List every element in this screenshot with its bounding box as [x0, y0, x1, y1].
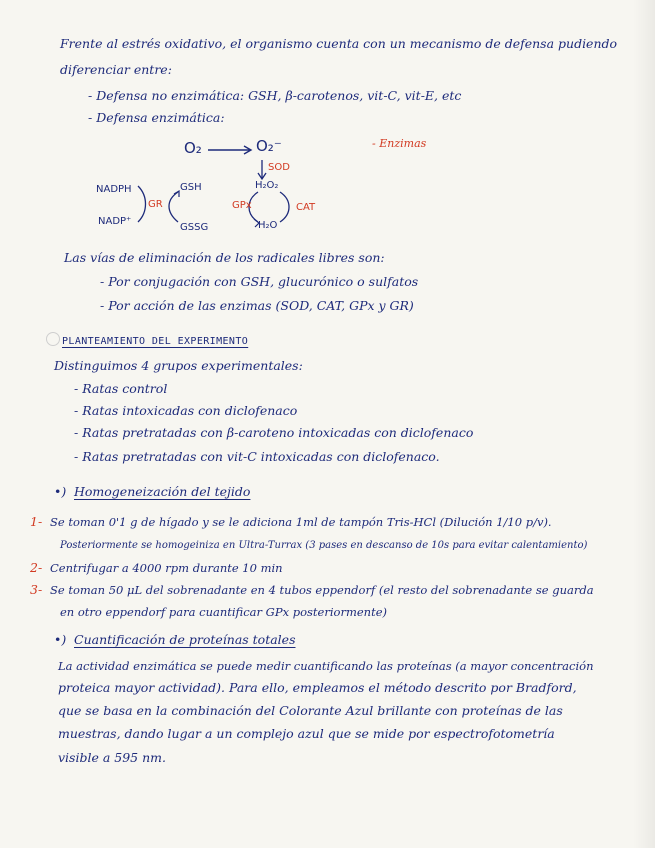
- h2o2-label: H₂O₂: [255, 180, 279, 191]
- gpx-label: GPx: [232, 200, 252, 211]
- superoxide-label: O₂⁻: [256, 137, 282, 155]
- grupo-4: - Ratas pretratadas con vit-C intoxicadas con diclofenaco.: [74, 449, 440, 464]
- nadp-label: NADP⁺: [98, 216, 132, 227]
- cuantificacion-bullet: •): [54, 632, 67, 647]
- vias-intro: Las vías de eliminación de los radicales libres son:: [64, 250, 385, 265]
- cuantificacion-line-3: que se basa en la combinación del Colorante Azul brillante con proteínas de las: [58, 703, 563, 718]
- grupos-intro: Distinguimos 4 grupos experimentales:: [54, 358, 303, 373]
- grupo-1: - Ratas control: [74, 381, 168, 396]
- gr-curve: [138, 186, 146, 222]
- enzimas-label: - Enzimas: [372, 137, 427, 150]
- arrowhead-gsh: [174, 191, 179, 197]
- step-3-number: 3-: [30, 582, 43, 597]
- step-2-number: 2-: [30, 560, 43, 575]
- step-2-line-1: Centrifugar a 4000 rpm durante 10 min: [50, 561, 283, 575]
- defensa-no-enzimatica: - Defensa no enzimática: GSH, β-carotenos, vit-C, vit-E, etc: [88, 88, 462, 103]
- grupo-3: - Ratas pretratadas con β-caroteno intoxicadas con diclofenaco: [74, 425, 474, 440]
- defensa-enzimatica: - Defensa enzimática:: [88, 110, 225, 125]
- homogeneizacion-heading: Homogeneización del tejido: [74, 484, 251, 499]
- step-1-number: 1-: [30, 514, 43, 529]
- gssg-label: GSSG: [180, 222, 209, 233]
- grupo-2: - Ratas intoxicadas con diclofenaco: [74, 403, 298, 418]
- step-3-line-1: Se toman 50 μL del sobrenadante en 4 tubos eppendorf (el resto del sobrenadante se guarda: [50, 583, 594, 597]
- nadph-label: NADPH: [96, 184, 132, 195]
- planteamiento-heading: PLANTEAMIENTO DEL EXPERIMENTO: [62, 336, 249, 347]
- step-3-line-2: en otro eppendorf para cuantificar GPx posteriormente): [60, 605, 387, 619]
- cat-label: CAT: [296, 202, 316, 213]
- cuantificacion-line-4: muestras, dando lugar a un complejo azul que se mide por espectrofotometría: [58, 726, 555, 741]
- step-1-line-2: Posteriormente se homogeiniza en Ultra-Turrax (3 pases en descanso de 10s para evitar calentamiento): [60, 540, 588, 551]
- vias-conjugacion: - Por conjugación con GSH, glucurónico o sulfatos: [100, 274, 419, 289]
- sod-label: SOD: [268, 162, 290, 173]
- cat-curve: [280, 192, 289, 222]
- gsh-label: GSH: [180, 182, 202, 193]
- cuantificacion-line-1: La actividad enzimática se puede medir cuantificando las proteínas (a mayor concentración: [58, 659, 594, 673]
- cuantificacion-line-5: visible a 595 nm.: [58, 750, 166, 765]
- gr-label: GR: [148, 199, 163, 210]
- step-1-line-1: Se toman 0'1 g de hígado y se le adiciona 1ml de tampón Tris-HCl (Dilución 1/10 p/v).: [50, 515, 552, 529]
- gsh-gssg-curve: [169, 192, 178, 222]
- cuantificacion-heading: Cuantificación de proteínas totales: [74, 632, 296, 647]
- cuantificacion-line-2: proteica mayor actividad). Para ello, empleamos el método descrito por Bradford,: [58, 680, 577, 695]
- intro-line-1: Frente al estrés oxidativo, el organismo cuenta con un mecanismo de defensa pudiendo: [60, 36, 618, 51]
- o2-label: O₂: [184, 139, 202, 157]
- homogeneizacion-bullet: •): [54, 484, 67, 499]
- intro-line-2: diferenciar entre:: [60, 62, 172, 77]
- h2o-label: H₂O: [258, 220, 278, 231]
- vias-enzimas: - Por acción de las enzimas (SOD, CAT, GPx y GR): [100, 298, 414, 313]
